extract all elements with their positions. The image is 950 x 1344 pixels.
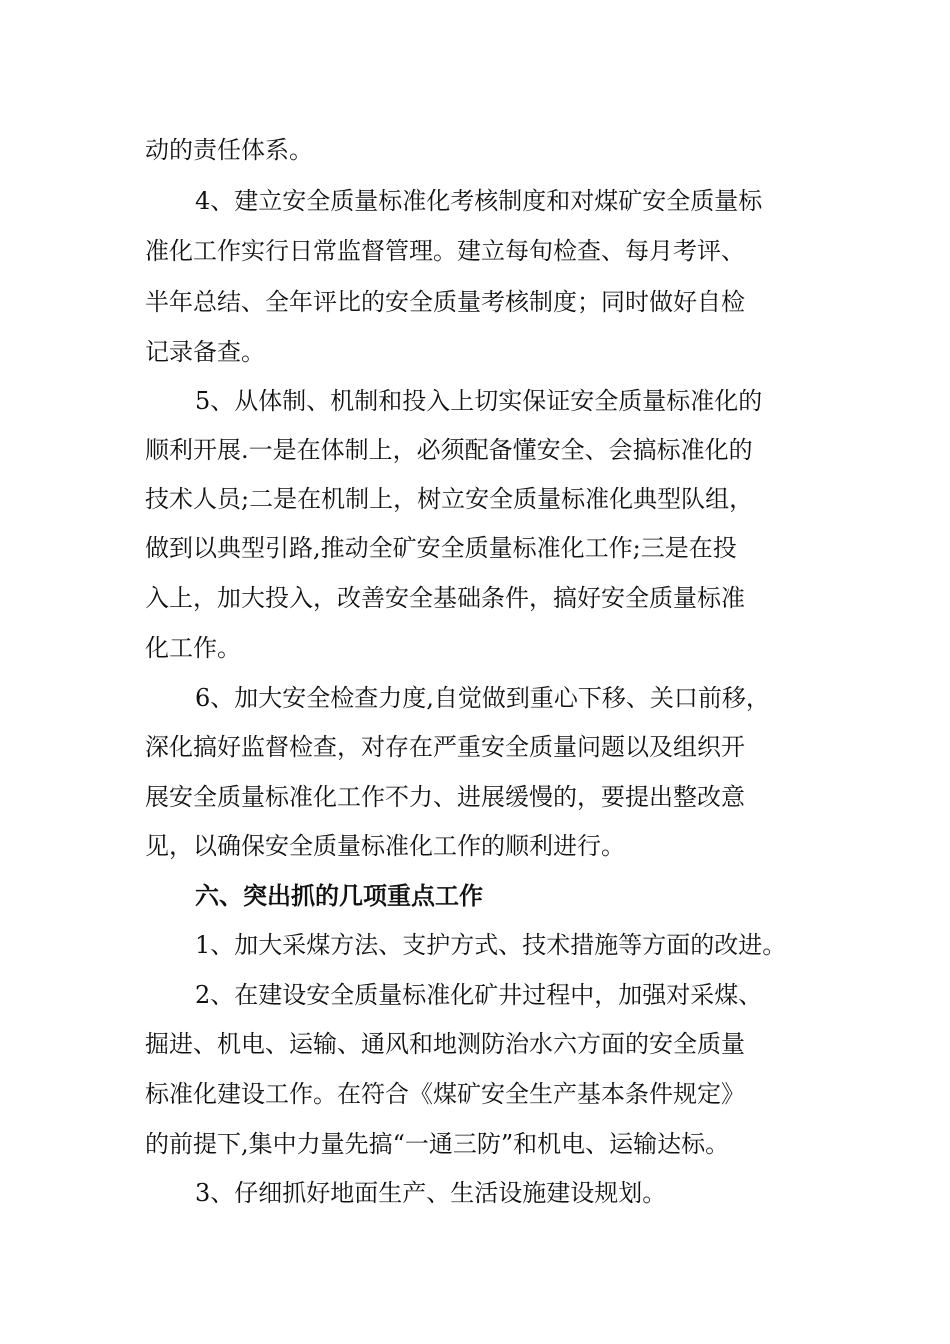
text-line: 掘进、机电、运输、通风和地测防治水六方面的安全质量	[145, 1030, 745, 1058]
text-line: 半年总结、全年评比的安全质量考核制度；同时做好自检	[145, 288, 745, 316]
text-line: 深化搞好监督检查，对存在严重安全质量问题以及组织开	[145, 733, 745, 761]
text-line: 3、仔细抓好地面生产、生活设施建设规划。	[195, 1179, 667, 1207]
text-line: 见，以确保安全质量标准化工作的顺利进行。	[145, 832, 625, 860]
text-line: 做到以典型引路,推动全矿安全质量标准化工作;三是在投	[145, 534, 737, 562]
text-line: 标准化建设工作。在符合《煤矿安全生产基本条件规定》	[145, 1080, 745, 1108]
text-line: 入上，加大投入，改善安全基础条件，搞好安全质量标准	[145, 584, 745, 612]
text-line: 技术人员;二是在机制上，树立安全质量标准化典型队组，	[145, 485, 754, 513]
text-line: 展安全质量标准化工作不力、进展缓慢的，要提出整改意	[145, 783, 745, 811]
text-line: 记录备查。	[145, 338, 265, 366]
text-line: 顺利开展.一是在体制上，必须配备懂安全、会搞标准化的	[145, 436, 753, 464]
text-line: 2、在建设安全质量标准化矿井过程中，加强对采煤、	[195, 981, 763, 1009]
text-line: 6、加大安全检查力度,自觉做到重心下移、关口前移，	[195, 684, 770, 712]
text-line: 化工作。	[145, 634, 241, 662]
section-heading: 六、突出抓的几项重点工作	[195, 881, 483, 910]
text-line: 4、建立安全质量标准化考核制度和对煤矿安全质量标	[195, 187, 763, 215]
text-line: 的前提下,集中力量先搞“一通三防”和机电、运输达标。	[145, 1130, 730, 1158]
text-line: 动的责任体系。	[145, 136, 313, 164]
text-line: 准化工作实行日常监督管理。建立每旬检查、每月考评、	[145, 237, 745, 265]
text-line: 1、加大采煤方法、支护方式、技术措施等方面的改进。	[195, 931, 787, 959]
text-line: 5、从体制、机制和投入上切实保证安全质量标准化的	[195, 387, 763, 415]
